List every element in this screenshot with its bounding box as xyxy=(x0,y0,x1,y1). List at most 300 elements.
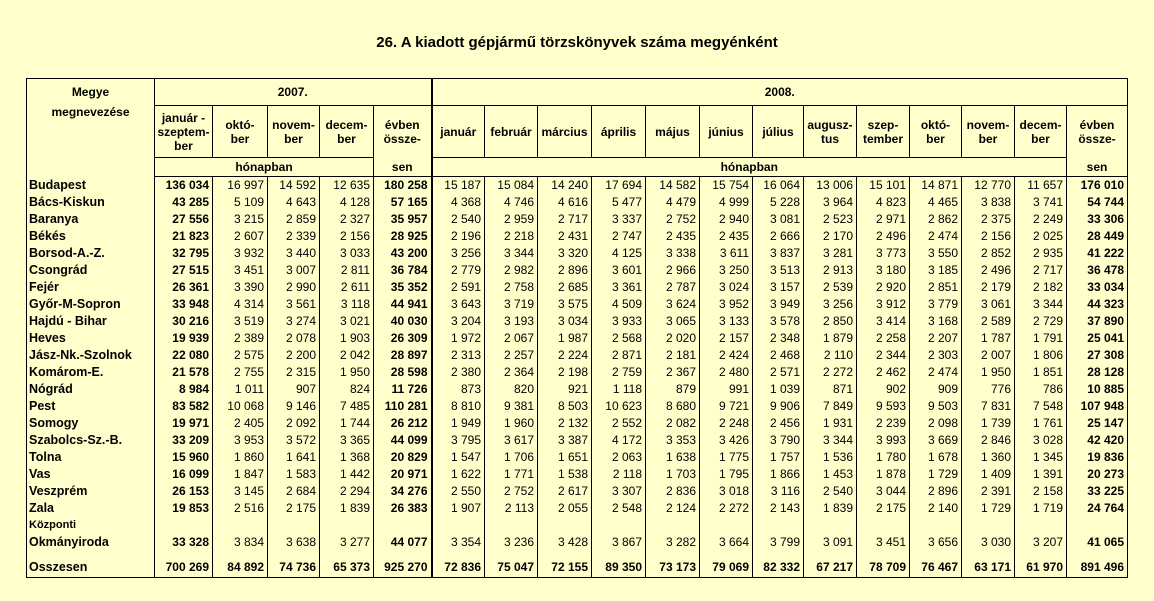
value-cell: 3 282 xyxy=(646,517,700,551)
county-name xyxy=(27,398,155,415)
value-cell: 3 993 xyxy=(857,432,910,449)
value-cell: 35 352 xyxy=(374,279,432,296)
value-cell: 1 360 xyxy=(962,449,1015,466)
value-cell: 2 516 xyxy=(213,500,268,517)
value-cell: 3 180 xyxy=(857,262,910,279)
value-cell: 1 744 xyxy=(320,415,374,432)
value-cell: 2 568 xyxy=(592,330,646,347)
county-name xyxy=(27,449,155,466)
table-row xyxy=(27,449,1128,466)
value-cell: 44 077 xyxy=(374,517,432,551)
value-cell: 15 084 xyxy=(485,177,538,195)
value-cell: 2 315 xyxy=(268,364,320,381)
value-cell: 3 065 xyxy=(646,313,700,330)
value-cell: 2 935 xyxy=(1015,245,1067,262)
value-cell: 879 xyxy=(646,381,700,398)
evben-2007-sen: sen xyxy=(374,158,432,177)
value-cell: 4 368 xyxy=(432,194,485,211)
value-cell: 5 228 xyxy=(753,194,804,211)
table-row-total xyxy=(27,557,1128,578)
value-cell: 3 799 xyxy=(753,517,804,551)
value-cell: 82 332 xyxy=(753,557,804,578)
value-cell: 2 787 xyxy=(646,279,700,296)
year-2008-header: 2008. xyxy=(432,79,1128,106)
value-cell: 19 836 xyxy=(1067,449,1128,466)
value-cell: 3 034 xyxy=(538,313,592,330)
value-cell: 3 030 xyxy=(962,517,1015,551)
value-cell: 3 204 xyxy=(432,313,485,330)
value-cell: 2 025 xyxy=(1015,228,1067,245)
value-cell: 79 069 xyxy=(700,557,753,578)
value-cell: 3 028 xyxy=(1015,432,1067,449)
value-cell: 2 966 xyxy=(646,262,700,279)
value-cell: 21 578 xyxy=(155,364,213,381)
county-name xyxy=(27,177,155,195)
table-row xyxy=(27,347,1128,364)
value-cell: 3 024 xyxy=(700,279,753,296)
value-cell: 2 523 xyxy=(804,211,857,228)
county-name-text: Vas xyxy=(29,467,51,481)
value-cell: 3 007 xyxy=(268,262,320,279)
value-cell: 2 836 xyxy=(646,483,700,500)
value-cell: 2 118 xyxy=(592,466,646,483)
value-cell: 3 091 xyxy=(804,517,857,551)
value-cell: 7 831 xyxy=(962,398,1015,415)
value-cell: 3 575 xyxy=(538,296,592,313)
value-cell: 3 236 xyxy=(485,517,538,551)
table-row xyxy=(27,398,1128,415)
value-cell: 2 218 xyxy=(485,228,538,245)
value-cell: 4 479 xyxy=(646,194,700,211)
value-cell: 1 039 xyxy=(753,381,804,398)
value-cell: 3 773 xyxy=(857,245,910,262)
value-cell: 3 790 xyxy=(753,432,804,449)
value-cell: 2 496 xyxy=(857,228,910,245)
value-cell: 33 328 xyxy=(155,517,213,551)
value-cell: 3 838 xyxy=(962,194,1015,211)
honapban-2008: hónapban xyxy=(432,158,1067,177)
value-cell: 3 338 xyxy=(646,245,700,262)
value-cell: 3 018 xyxy=(700,483,753,500)
value-cell: 1 950 xyxy=(962,364,1015,381)
county-name-text: Csongrád xyxy=(29,263,88,277)
value-cell: 2 755 xyxy=(213,364,268,381)
value-cell: 2 431 xyxy=(538,228,592,245)
value-cell: 9 721 xyxy=(700,398,753,415)
value-cell: 26 309 xyxy=(374,330,432,347)
value-cell: 1 949 xyxy=(432,415,485,432)
month-2007-header xyxy=(213,106,268,158)
value-cell: 1 678 xyxy=(910,449,962,466)
value-cell: 4 509 xyxy=(592,296,646,313)
value-cell: 891 496 xyxy=(1067,557,1128,578)
county-name xyxy=(27,466,155,483)
county-name xyxy=(27,262,155,279)
value-cell: 3 256 xyxy=(432,245,485,262)
county-name-text: Komárom-E. xyxy=(29,365,104,379)
value-cell: 3 451 xyxy=(213,262,268,279)
value-cell: 3 578 xyxy=(753,313,804,330)
month-2007-header-line: ber xyxy=(230,131,250,146)
data-table xyxy=(26,78,1128,578)
value-cell: 2 207 xyxy=(910,330,962,347)
value-cell: 30 216 xyxy=(155,313,213,330)
table-row xyxy=(27,466,1128,483)
county-name-text: Heves xyxy=(29,331,66,345)
month-2007-header xyxy=(268,106,320,158)
value-cell: 3 428 xyxy=(538,517,592,551)
value-cell: 10 623 xyxy=(592,398,646,415)
value-cell: 3 719 xyxy=(485,296,538,313)
value-cell: 3 451 xyxy=(857,517,910,551)
month-2008-header xyxy=(646,106,700,158)
county-name xyxy=(27,500,155,517)
table-row xyxy=(27,432,1128,449)
value-cell: 8 984 xyxy=(155,381,213,398)
value-cell: 3 964 xyxy=(804,194,857,211)
value-cell: 3 033 xyxy=(320,245,374,262)
value-cell: 75 047 xyxy=(485,557,538,578)
value-cell: 1 866 xyxy=(753,466,804,483)
value-cell: 27 308 xyxy=(1067,347,1128,364)
value-cell: 3 390 xyxy=(213,279,268,296)
county-name-text: Okmányiroda xyxy=(29,535,109,549)
value-cell: 2 896 xyxy=(910,483,962,500)
value-cell: 32 795 xyxy=(155,245,213,262)
county-name-text: Bács-Kiskun xyxy=(29,195,105,209)
value-cell: 1 538 xyxy=(538,466,592,483)
value-cell: 43 285 xyxy=(155,194,213,211)
county-name xyxy=(27,330,155,347)
value-cell: 1 771 xyxy=(485,466,538,483)
value-cell: 35 957 xyxy=(374,211,432,228)
value-cell: 19 939 xyxy=(155,330,213,347)
value-cell: 22 080 xyxy=(155,347,213,364)
value-cell: 3 207 xyxy=(1015,517,1067,551)
value-cell: 15 101 xyxy=(857,177,910,195)
value-cell: 2 852 xyxy=(962,245,1015,262)
megye-label-1: Megye xyxy=(71,85,110,99)
value-cell: 26 383 xyxy=(374,500,432,517)
value-cell: 7 849 xyxy=(804,398,857,415)
value-cell: 3 414 xyxy=(857,313,910,330)
value-cell: 2 157 xyxy=(700,330,753,347)
value-cell: 65 373 xyxy=(320,557,374,578)
value-cell: 4 616 xyxy=(538,194,592,211)
value-cell: 107 948 xyxy=(1067,398,1128,415)
value-cell: 3 837 xyxy=(753,245,804,262)
county-name-text: Szabolcs-Sz.-B. xyxy=(29,433,123,447)
value-cell: 1 757 xyxy=(753,449,804,466)
month-2008-header xyxy=(962,106,1015,158)
table-row xyxy=(27,313,1128,330)
value-cell: 41 222 xyxy=(1067,245,1128,262)
county-name xyxy=(27,279,155,296)
value-cell: 2 092 xyxy=(268,415,320,432)
value-cell: 871 xyxy=(804,381,857,398)
value-cell: 2 851 xyxy=(910,279,962,296)
value-cell: 1 791 xyxy=(1015,330,1067,347)
value-cell: 41 065 xyxy=(1067,517,1128,551)
value-cell: 1 011 xyxy=(213,381,268,398)
value-cell: 2 435 xyxy=(700,228,753,245)
county-name xyxy=(27,381,155,398)
table-row-kozponti xyxy=(27,517,1128,551)
value-cell: 2 896 xyxy=(538,262,592,279)
value-cell: 33 209 xyxy=(155,432,213,449)
month-2007-header-line: novem- xyxy=(272,117,315,132)
value-cell: 3 145 xyxy=(213,483,268,500)
value-cell: 43 200 xyxy=(374,245,432,262)
month-2008-header-line: tember xyxy=(862,131,903,146)
value-cell: 2 591 xyxy=(432,279,485,296)
value-cell: 26 212 xyxy=(374,415,432,432)
value-cell: 3 617 xyxy=(485,432,538,449)
month-2008-header xyxy=(804,106,857,158)
value-cell: 2 272 xyxy=(804,364,857,381)
evben-2007-header-line: évben xyxy=(384,117,420,132)
county-name-text: Somogy xyxy=(29,416,79,430)
value-cell: 8 680 xyxy=(646,398,700,415)
value-cell: 1 761 xyxy=(1015,415,1067,432)
value-cell: 67 217 xyxy=(804,557,857,578)
value-cell: 33 306 xyxy=(1067,211,1128,228)
month-2008-header xyxy=(538,106,592,158)
value-cell: 3 867 xyxy=(592,517,646,551)
value-cell: 3 664 xyxy=(700,517,753,551)
value-cell: 2 474 xyxy=(910,364,962,381)
month-2008-header-line: szep- xyxy=(867,117,899,132)
county-name xyxy=(27,517,155,551)
month-2007-header xyxy=(320,106,374,158)
value-cell: 3 601 xyxy=(592,262,646,279)
county-name xyxy=(27,364,155,381)
value-cell: 14 582 xyxy=(646,177,700,195)
value-cell: 2 617 xyxy=(538,483,592,500)
value-cell: 2 729 xyxy=(1015,313,1067,330)
value-cell: 2 971 xyxy=(857,211,910,228)
value-cell: 1 851 xyxy=(1015,364,1067,381)
value-cell: 1 739 xyxy=(962,415,1015,432)
value-cell: 2 759 xyxy=(592,364,646,381)
value-cell: 3 519 xyxy=(213,313,268,330)
county-name-text: Budapest xyxy=(29,177,86,192)
value-cell: 824 xyxy=(320,381,374,398)
county-name xyxy=(27,194,155,211)
county-name xyxy=(27,432,155,449)
value-cell: 3 572 xyxy=(268,432,320,449)
value-cell: 3 387 xyxy=(538,432,592,449)
value-cell: 83 582 xyxy=(155,398,213,415)
value-cell: 1 775 xyxy=(700,449,753,466)
value-cell: 3 118 xyxy=(320,296,374,313)
value-cell: 925 270 xyxy=(374,557,432,578)
county-name-text: Tolna xyxy=(29,450,62,464)
table-row xyxy=(27,279,1128,296)
value-cell: 2 082 xyxy=(646,415,700,432)
value-cell: 2 179 xyxy=(962,279,1015,296)
value-cell: 3 061 xyxy=(962,296,1015,313)
county-name-text: Jász-Nk.-Szolnok xyxy=(29,348,132,362)
county-name xyxy=(27,347,155,364)
value-cell: 2 871 xyxy=(592,347,646,364)
value-cell: 3 932 xyxy=(213,245,268,262)
value-cell: 2 424 xyxy=(700,347,753,364)
table-row xyxy=(27,330,1128,347)
evben-2008-header-line: évben xyxy=(1079,117,1115,132)
table-row xyxy=(27,228,1128,245)
value-cell: 1 839 xyxy=(804,500,857,517)
value-cell: 3 274 xyxy=(268,313,320,330)
value-cell: 3 638 xyxy=(268,517,320,551)
value-cell: 2 913 xyxy=(804,262,857,279)
value-cell: 28 925 xyxy=(374,228,432,245)
value-cell: 2 920 xyxy=(857,279,910,296)
value-cell: 2 182 xyxy=(1015,279,1067,296)
value-cell: 3 611 xyxy=(700,245,753,262)
value-cell: 44 941 xyxy=(374,296,432,313)
value-cell: 2 181 xyxy=(646,347,700,364)
value-cell: 2 717 xyxy=(1015,262,1067,279)
month-2007-header-line: ber xyxy=(174,138,193,153)
table-row xyxy=(27,177,1128,195)
value-cell: 3 116 xyxy=(753,483,804,500)
value-cell: 1 622 xyxy=(432,466,485,483)
value-cell: 2 364 xyxy=(485,364,538,381)
value-cell: 3 354 xyxy=(432,517,485,551)
value-cell: 20 273 xyxy=(1067,466,1128,483)
value-cell: 3 933 xyxy=(592,313,646,330)
value-cell: 1 987 xyxy=(538,330,592,347)
value-cell: 2 348 xyxy=(753,330,804,347)
value-cell: 14 240 xyxy=(538,177,592,195)
value-cell: 2 380 xyxy=(432,364,485,381)
value-cell: 1 860 xyxy=(213,449,268,466)
county-name-text: Zala xyxy=(29,501,55,515)
value-cell: 10 068 xyxy=(213,398,268,415)
value-cell: 2 940 xyxy=(700,211,753,228)
value-cell: 3 795 xyxy=(432,432,485,449)
value-cell: 12 770 xyxy=(962,177,1015,195)
table-row xyxy=(27,262,1128,279)
value-cell: 3 193 xyxy=(485,313,538,330)
value-cell: 3 741 xyxy=(1015,194,1067,211)
value-cell: 4 643 xyxy=(268,194,320,211)
month-2007-header-line: szeptem- xyxy=(157,124,210,139)
value-cell: 2 752 xyxy=(485,483,538,500)
value-cell: 902 xyxy=(857,381,910,398)
value-cell: 54 744 xyxy=(1067,194,1128,211)
value-cell: 820 xyxy=(485,381,538,398)
month-2007-header-line: ber xyxy=(284,131,303,146)
county-name-text: Baranya xyxy=(29,212,79,226)
value-cell: 2 862 xyxy=(910,211,962,228)
value-cell: 1 651 xyxy=(538,449,592,466)
value-cell: 7 485 xyxy=(320,398,374,415)
value-cell: 1 972 xyxy=(432,330,485,347)
value-cell: 2 859 xyxy=(268,211,320,228)
value-cell: 2 747 xyxy=(592,228,646,245)
value-cell: 2 196 xyxy=(432,228,485,245)
month-2008-header-line: ber xyxy=(1031,131,1050,146)
value-cell: 3 643 xyxy=(432,296,485,313)
value-cell: 73 173 xyxy=(646,557,700,578)
value-cell: 2 474 xyxy=(910,228,962,245)
value-cell: 2 272 xyxy=(700,500,753,517)
value-cell: 8 810 xyxy=(432,398,485,415)
month-2008-header-line: ber xyxy=(926,131,945,146)
value-cell: 8 503 xyxy=(538,398,592,415)
value-cell: 33 034 xyxy=(1067,279,1128,296)
value-cell: 3 952 xyxy=(700,296,753,313)
county-name xyxy=(27,245,155,262)
value-cell: 15 754 xyxy=(700,177,753,195)
county-name xyxy=(27,415,155,432)
evben-2008-sen: sen xyxy=(1067,158,1128,177)
county-name-text: Veszprém xyxy=(29,484,88,498)
value-cell: 176 010 xyxy=(1067,177,1128,195)
county-name xyxy=(27,296,155,313)
month-2008-header-line: május xyxy=(655,124,690,139)
month-2007-header-line: január - xyxy=(161,110,206,125)
value-cell: 12 635 xyxy=(320,177,374,195)
value-cell: 2 078 xyxy=(268,330,320,347)
value-cell: 42 420 xyxy=(1067,432,1128,449)
value-cell: 1 879 xyxy=(804,330,857,347)
month-2008-header-line: augusz- xyxy=(807,117,853,132)
table-row xyxy=(27,500,1128,517)
county-name xyxy=(27,313,155,330)
evben-2008-header-line: össze- xyxy=(1078,131,1116,146)
value-cell: 2 258 xyxy=(857,330,910,347)
value-cell: 3 277 xyxy=(320,517,374,551)
month-2008-header xyxy=(432,106,485,158)
county-name xyxy=(27,228,155,245)
county-name-text: Fejér xyxy=(29,280,59,294)
table-row xyxy=(27,194,1128,211)
table-row xyxy=(27,296,1128,313)
value-cell: 3 624 xyxy=(646,296,700,313)
value-cell: 3 320 xyxy=(538,245,592,262)
value-cell: 1 706 xyxy=(485,449,538,466)
value-cell: 1 780 xyxy=(857,449,910,466)
value-cell: 700 269 xyxy=(155,557,213,578)
county-name xyxy=(27,483,155,500)
value-cell: 2 158 xyxy=(1015,483,1067,500)
value-cell: 110 281 xyxy=(374,398,432,415)
value-cell: 2 540 xyxy=(432,211,485,228)
value-cell: 2 140 xyxy=(910,500,962,517)
value-cell: 63 171 xyxy=(962,557,1015,578)
value-cell: 2 042 xyxy=(320,347,374,364)
value-cell: 1 960 xyxy=(485,415,538,432)
honapban-2007: hónapban xyxy=(155,158,374,177)
value-cell: 2 339 xyxy=(268,228,320,245)
value-cell: 2 589 xyxy=(962,313,1015,330)
value-cell: 3 656 xyxy=(910,517,962,551)
county-name-text: Borsod-A.-Z. xyxy=(29,246,105,260)
value-cell: 3 281 xyxy=(804,245,857,262)
value-cell: 3 426 xyxy=(700,432,753,449)
month-2007-header xyxy=(155,106,213,158)
value-cell: 13 006 xyxy=(804,177,857,195)
value-cell: 3 021 xyxy=(320,313,374,330)
table-row xyxy=(27,211,1128,228)
county-name-text: Osszesen xyxy=(29,559,88,574)
value-cell: 1 368 xyxy=(320,449,374,466)
value-cell: 2 239 xyxy=(857,415,910,432)
value-cell: 2 752 xyxy=(646,211,700,228)
